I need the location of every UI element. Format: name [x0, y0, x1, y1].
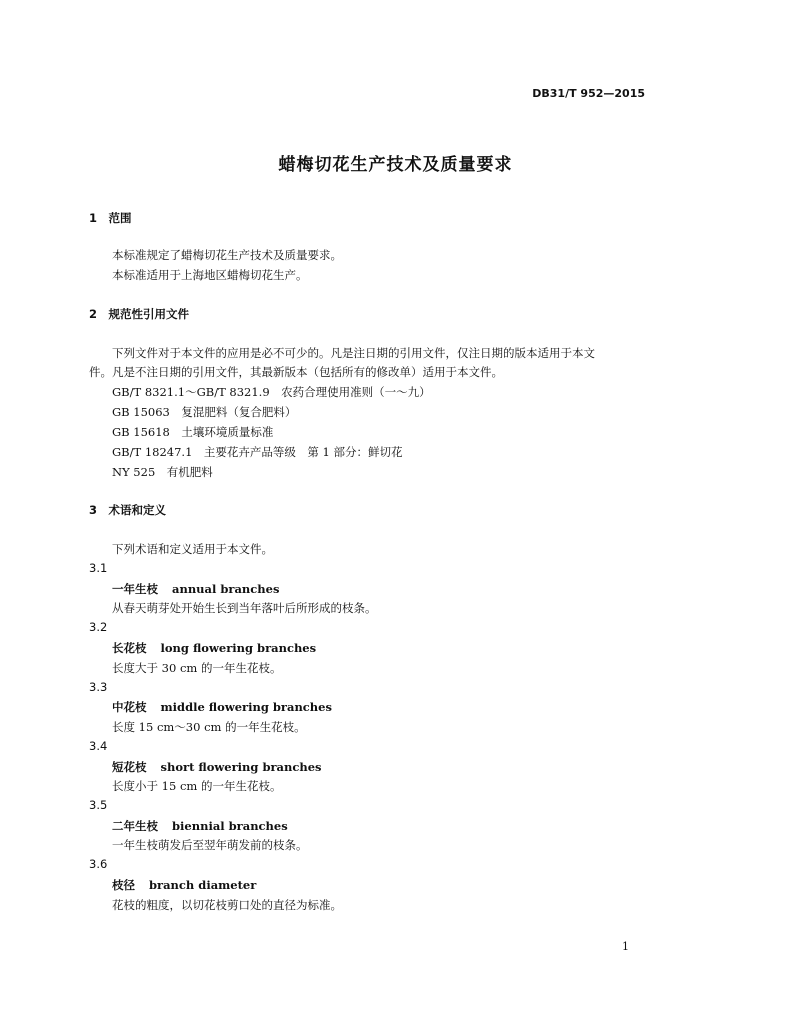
term-heading — [112, 699, 332, 715]
reference-item: GB 15618 土壤环境质量标准 — [112, 425, 274, 439]
term-heading — [112, 818, 288, 834]
reference-item: GB/T 18247.1 主要花卉产品等级 第 1 部分：鲜切花 — [112, 445, 403, 459]
paragraph-line: 本标准规定了蜡梅切花生产技术及质量要求。 — [112, 248, 342, 262]
term-chinese: 一年生枝 — [112, 582, 158, 596]
paragraph-line: 下列文件对于本文件的应用是必不可少的。凡是注日期的引用文件，仅注日期的版本适用于本文 — [112, 346, 595, 360]
term-heading — [112, 640, 316, 656]
term-chinese: 枝径 — [112, 878, 135, 892]
term-chinese: 中花枝 — [112, 700, 147, 714]
term-chinese: 二年生枝 — [112, 819, 158, 833]
term-english: biennial branches — [172, 819, 288, 833]
term-number: 3.6 — [89, 857, 108, 871]
term-english: long flowering branches — [160, 641, 317, 655]
section-2-heading: 2 规范性引用文件 — [89, 307, 190, 321]
paragraph-line: 下列术语和定义适用于本文件。 — [112, 542, 273, 556]
standard-code: DB31/T 952—2015 — [532, 87, 645, 100]
term-english: annual branches — [172, 582, 280, 596]
term-definition: 一年生枝萌发后至翌年萌发前的枝条。 — [112, 838, 308, 852]
term-definition: 花枝的粗度，以切花枝剪口处的直径为标准。 — [112, 898, 342, 912]
reference-item: GB/T 8321.1～GB/T 8321.9 农药合理使用准则（一～九） — [112, 385, 431, 399]
document-title: 蜡梅切花生产技术及质量要求 — [278, 155, 513, 175]
term-chinese: 长花枝 — [112, 641, 147, 655]
section-3-heading: 3 术语和定义 — [89, 503, 167, 517]
term-number: 3.3 — [89, 680, 108, 694]
paragraph-line: 本标准适用于上海地区蜡梅切花生产。 — [112, 268, 308, 282]
term-definition: 从春天萌芽处开始生长到当年落叶后所形成的枝条。 — [112, 601, 377, 615]
term-number: 3.5 — [89, 798, 108, 812]
term-chinese: 短花枝 — [112, 760, 147, 774]
reference-item: GB 15063 复混肥料（复合肥料） — [112, 405, 297, 419]
term-heading — [112, 877, 256, 893]
paragraph-line: 件。凡是不注日期的引用文件，其最新版本（包括所有的修改单）适用于本文件。 — [89, 365, 503, 379]
term-definition: 长度 15 cm～30 cm 的一年生花枝。 — [112, 720, 306, 734]
term-number: 3.4 — [89, 739, 108, 753]
term-number: 3.1 — [89, 561, 108, 575]
reference-item: NY 525 有机肥料 — [112, 465, 213, 479]
term-english: branch diameter — [149, 878, 257, 892]
term-heading — [112, 759, 322, 775]
page-number: 1 — [622, 940, 629, 953]
term-english: short flowering branches — [160, 760, 322, 774]
term-heading — [112, 581, 279, 597]
term-number: 3.2 — [89, 620, 108, 634]
term-definition: 长度小于 15 cm 的一年生花枝。 — [112, 779, 282, 793]
term-definition: 长度大于 30 cm 的一年生花枝。 — [112, 661, 282, 675]
section-1-heading: 1 范围 — [89, 211, 132, 225]
term-english: middle flowering branches — [160, 700, 332, 714]
